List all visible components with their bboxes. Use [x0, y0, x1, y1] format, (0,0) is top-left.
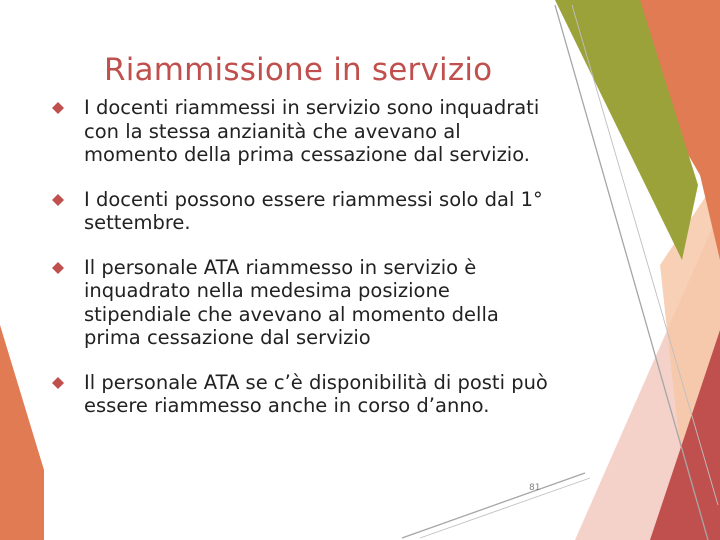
bullet-list: [52, 96, 552, 439]
bullet-text: Il personale ATA se c’è disponibilità di posti può essere riammesso anche in corso d’anno.: [84, 370, 548, 417]
page-number: 81: [529, 483, 541, 493]
left-orange-shape: [0, 325, 44, 540]
gray-accent-line: [402, 473, 585, 538]
slide-title: Riammissione in servizio: [104, 52, 493, 88]
bullet-text: Il personale ATA riammesso in servizio è inquadrato nella medesima posizione stipendiale che avevano al momento della prima cessazione dal servizio: [84, 255, 499, 349]
gray-accent-line: [420, 478, 590, 538]
diamond-arrow-icon: [52, 102, 64, 114]
bullet-item: [52, 188, 552, 235]
diamond-arrow-icon: [52, 377, 64, 389]
bullet-text: I docenti riammessi in servizio sono inquadrati con la stessa anzianità che avevano al momento della prima cessazione dal servizio.: [84, 96, 540, 166]
bullet-text: I docenti possono essere riammessi solo dal 1° settembre.: [84, 187, 543, 234]
bullet-item: [52, 96, 552, 167]
diamond-arrow-icon: [52, 262, 64, 274]
bullet-item: [52, 371, 552, 418]
bullet-item: [52, 256, 552, 350]
diamond-arrow-icon: [52, 194, 64, 206]
